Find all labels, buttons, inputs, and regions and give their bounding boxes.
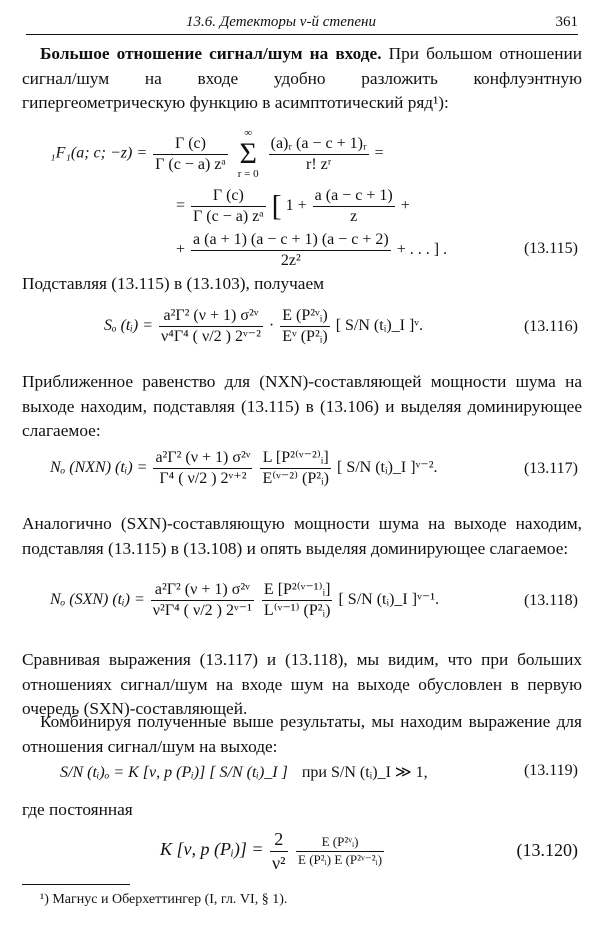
paragraph-lead: Большое отношение сигнал/шум на входе. <box>40 44 382 63</box>
footnote-rule <box>22 884 130 885</box>
eq117-frac2: $\frac{\text{L [P²⁽ᵛ⁻²⁾ᵢ]}}{\text{E⁽ᵛ⁻²⁾ (P²ᵢ)}}$ <box>262 449 329 487</box>
eq119-body <box>60 762 428 782</box>
eq120-lhs: K [ν, p (Pᵢ)] = <box>160 839 264 860</box>
paragraph-text: При большом отношении сигнал/шум на входе удобно разложить конфлуэнтную гипергеометрическую функцию в асимптотический ряд¹): <box>22 44 582 112</box>
paragraph-constant: где постоянная <box>22 800 133 819</box>
section-title: 13.6. Детекторы ν-й степени <box>186 14 376 30</box>
equation-number: (13.120) <box>516 840 578 860</box>
eq117-body: Nₒ (NXN) (tᵢ) = $\frac{\text{a²Γ² (ν + 1) σ²ᵛ}}{\text{Γ⁴ ( ν/2 ) 2ᵛ⁺²}}$ $\frac{\text{L [P²⁽ᵛ⁻²⁾ᵢ]}}{\text{E⁽ᵛ⁻²⁾ (P²ᵢ)}}$ [ S/N (tᵢ)_I ]ᵛ⁻². <box>50 449 438 487</box>
equation-number: (13.116) <box>523 318 578 335</box>
eq118-lhs: Nₒ (SXN) (tᵢ) = <box>50 591 145 609</box>
equation-number: (13.119) <box>523 762 578 779</box>
equation-number: (13.117) <box>523 460 578 477</box>
page-number: 361 <box>555 14 578 30</box>
eq117-lhs: Nₒ (NXN) (tᵢ) = <box>50 459 148 477</box>
eq115-line1: ₁F₁(a; c; −z) = $\frac{\Gamma (c)}{\text{Γ (c − a) zᵃ}}$ ∞ Σ r = 0 $\frac{\text{(a)ᵣ (a − c + 1)ᵣ}}{\text{r! zʳ}}$ = <box>50 127 384 180</box>
equation-13-118 <box>0 576 600 638</box>
equation-13-117 <box>0 444 600 506</box>
equation-number: (13.118) <box>523 592 578 609</box>
eq118-body: Nₒ (SXN) (tᵢ) = $\frac{\text{a²Γ² (ν + 1) σ²ᵛ}}{\text{ν²Γ⁴ ( ν/2 ) 2ᵛ⁻¹}}$ $\frac{\text{E [P²⁽ᵛ⁻¹⁾ᵢ]}}{\text{L⁽ᵛ⁻¹⁾ (P²ᵢ)}}$ [ S/N (tᵢ)_I ]ᵛ⁻¹. <box>50 581 440 619</box>
eq118-frac2: $\frac{\text{E [P²⁽ᵛ⁻¹⁾ᵢ]}}{\text{L⁽ᵛ⁻¹⁾ (P²ᵢ)}}$ <box>263 581 331 619</box>
eq115-lhs: ₁F₁(a; c; −z) = <box>50 144 148 162</box>
equation-13-115 <box>0 122 600 272</box>
eq115-sum: ∞ Σ r = 0 <box>237 127 259 180</box>
eq120-body <box>160 828 386 874</box>
eq115-frac1: $\frac{\Gamma (c)}{\text{Γ (c − a) zᵃ}}$ <box>155 134 226 173</box>
paragraph-combining: Комбинируя полученные выше результаты, мы находим выражение для отношения сигнал/шум на выходе: <box>22 712 582 756</box>
footnote: ¹) Магнус и Оберхеттингер (I, гл. VI, § 1). <box>40 892 288 907</box>
eq116-frac1: $\frac{\text{a²Γ² (ν + 1) σ²ᵛ}}{\text{ν⁴Γ⁴ ( ν/2 ) 2ᵛ⁻²}}$ <box>161 307 261 345</box>
eq115-frac2: $\frac{\text{(a)ᵣ (a − c + 1)ᵣ}}{\text{r! zʳ}}$ <box>270 134 367 173</box>
eq115-frac4: $\frac{a (a - c + 1)}{z}$ <box>314 187 393 225</box>
eq119-lhs: S/N (tᵢ)ₒ = K [ν, p (Pᵢ)] [ S/N (tᵢ)_I ] <box>60 764 288 781</box>
eq120-frac1: $\frac{2}{\text{ν²}}$ <box>271 829 286 873</box>
eq119-condition: при S/N (tᵢ)_I ≫ 1, <box>301 764 428 781</box>
paragraph-comparing: Сравнивая выражения (13.117) и (13.118), мы видим, что при больших отношениях сигнал/шум на входе шум на выходе обусловлен в первую очередь (SXN)-составляющей. <box>22 650 582 718</box>
eq118-frac1: $\frac{\text{a²Γ² (ν + 1) σ²ᵛ}}{\text{ν²Γ⁴ ( ν/2 ) 2ᵛ⁻¹}}$ <box>152 581 252 619</box>
eq115-line3: + $\frac{a (a + 1) (a - c + 1) (a - c + 2)}{\text{2z²}}$ + . . . ] . <box>176 231 448 269</box>
eq116-frac2: $\frac{\text{E (P²ᵛᵢ)}}{\text{Eᵛ (P²ᵢ)}}$ <box>282 307 328 345</box>
equation-13-119 <box>0 756 600 796</box>
equation-13-120 <box>0 826 600 878</box>
eq116-lhs: Sₒ (tᵢ) = <box>104 317 153 335</box>
paragraph-nxn: Приближенное равенство для (NXN)-составляющей мощности шума на выходе находим, подставляя (13.115) в (13.106) и выделяя доминирующее слагаемое: <box>22 372 582 440</box>
paragraph-large-snr <box>22 42 582 116</box>
eq115-line2: = $\frac{\Gamma (c)}{\text{Γ (c − a) zᵃ}}$ [ 1 + $\frac{a (a - c + 1)}{z}$ + <box>176 187 410 225</box>
eq116-body: Sₒ (tᵢ) = $\frac{\text{a²Γ² (ν + 1) σ²ᵛ}}{\text{ν⁴Γ⁴ ( ν/2 ) 2ᵛ⁻²}}$ · $\frac{\text{E (P²ᵛᵢ)}}{\text{Eᵛ (P²ᵢ)}}$ [ S/N (tᵢ)_I ]ᵛ. <box>104 307 424 345</box>
paragraph-sxn: Аналогично (SXN)-составляющую мощности шума на выходе находим, подставляя (13.115) в (13.108) и опять выделяя доминирующее слагаемое: <box>22 514 582 558</box>
paragraph-substituting: Подставляя (13.115) в (13.103), получаем <box>22 274 325 293</box>
eq117-frac1: $\frac{\text{a²Γ² (ν + 1) σ²ᵛ}}{\text{Γ⁴ ( ν/2 ) 2ᵛ⁺²}}$ <box>155 449 251 487</box>
running-head <box>26 6 578 35</box>
eq115-frac3: $\frac{\Gamma (c)}{\text{Γ (c − a) zᵃ}}$ <box>193 187 264 225</box>
eq115-frac5: $\frac{a (a + 1) (a - c + 1) (a - c + 2)}{\text{2z²}}$ <box>193 231 389 269</box>
eq120-frac2: $\frac{\text{E (P²ᵛᵢ)}}{\text{E (P²ᵢ) E (P²ᵛ⁻²ᵢ)}}$ <box>298 834 383 867</box>
equation-number: (13.115) <box>523 240 578 257</box>
equation-13-116 <box>0 302 600 364</box>
